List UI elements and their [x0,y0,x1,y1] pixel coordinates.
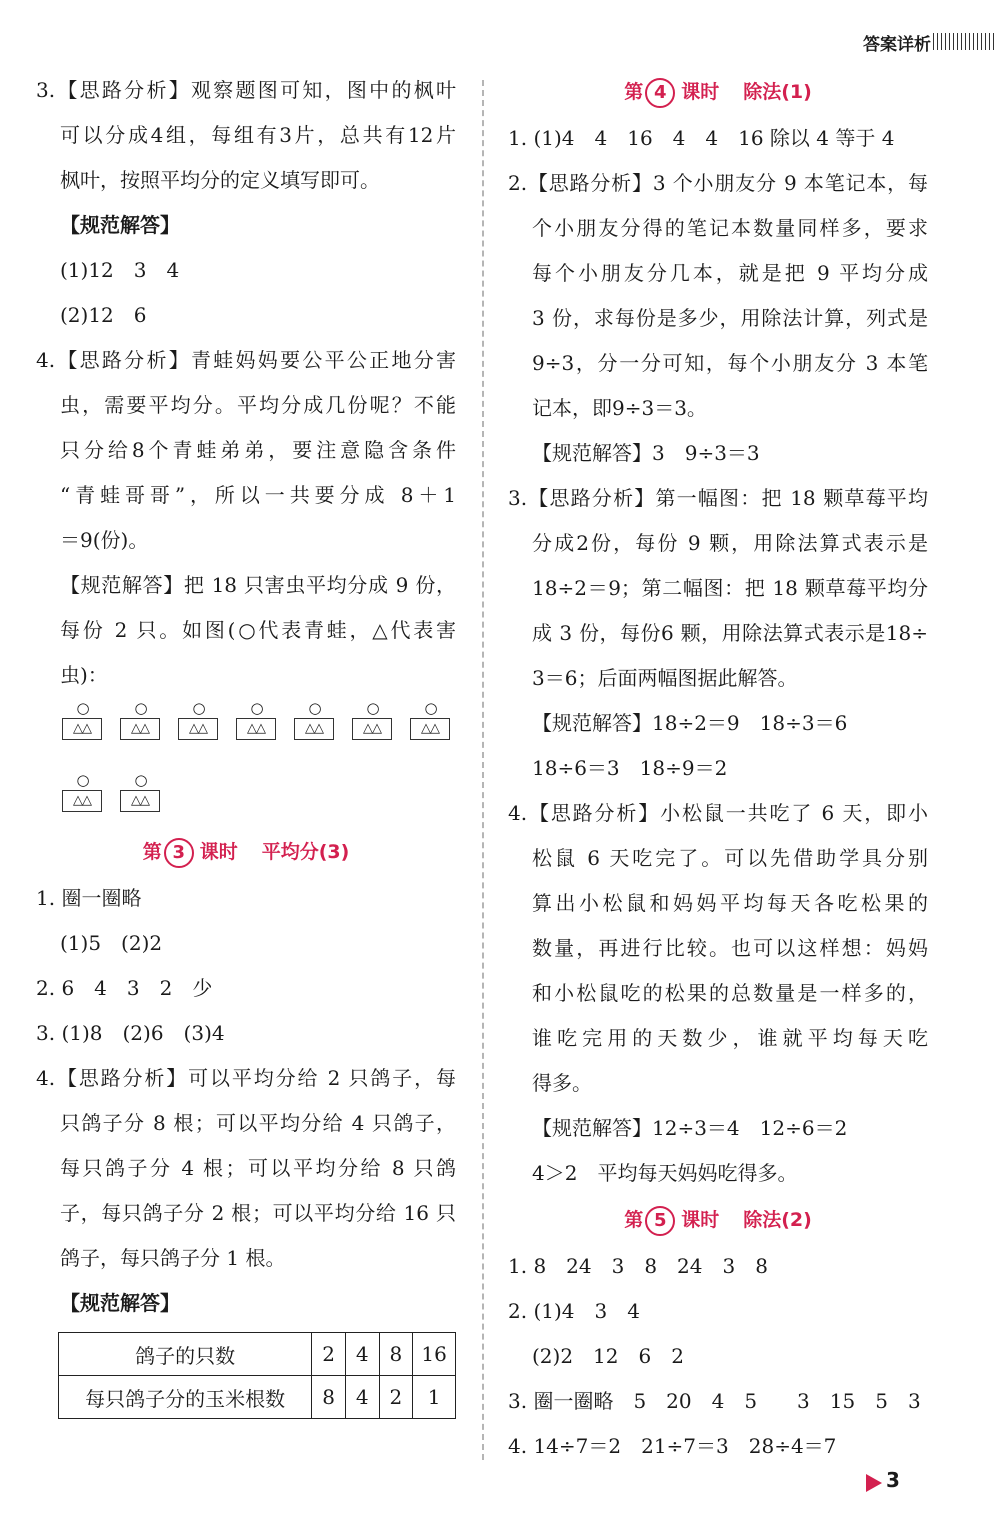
text-line: 18÷2＝9；第二幅图：把 18 颗草莓平均分 [532,576,928,600]
text-line: 分成2份，每份 9 颗，用除法算式表示是 [532,531,928,555]
text-line: 3.【思路分析】观察题图可知，图中的枫叶 [36,78,456,102]
page-arrow-icon [866,1474,882,1492]
table-cell: 2 [312,1333,346,1376]
table-cell: 16 [413,1333,456,1376]
section-prefix: 第 [624,1209,644,1231]
lesson-number-badge: 3 [164,838,194,868]
frog-worm-diagram [36,698,456,828]
frog-icon: ○ [366,699,380,717]
frog-group [62,770,104,812]
answer-line: 2. 6 4 3 2 少 [36,976,213,1000]
question-3-analysis [508,476,928,791]
table-row [59,1333,456,1376]
answer-line: 3. 圈一圈略 5 20 4 5 3 15 5 3 [508,1389,921,1413]
answer-line: 【规范解答】12÷3＝4 12÷6＝2 [532,1116,848,1140]
text-line: 9÷3，分一分可知，每个小朋友分 3 本笔 [532,351,928,375]
table-header-cell: 每只鸽子分的玉米根数 [59,1376,312,1419]
frog-group [410,698,452,740]
answer-line: 【规范解答】把 18 只害虫平均分成 9 份， [60,573,456,597]
text-line: 成 3 份，每份6 颗，用除法算式表示是18÷ [532,621,928,645]
text-line: 算出小松鼠和妈妈平均每天各吃松果的 [532,891,928,915]
frog-group [120,698,162,740]
worm-box: △△ [178,718,218,740]
answer-line: (2)12 6 [60,303,147,327]
text-line: 4.【思路分析】小松鼠一共吃了 6 天，即小 [508,801,928,825]
table-cell: 4 [345,1376,379,1419]
table-cell: 8 [379,1333,413,1376]
text-line: 松鼠 6 天吃完了。可以先借助学具分别 [532,846,928,870]
text-line: 记本，即9÷3＝3。 [532,396,707,420]
section-topic: 除法(2) [743,1209,812,1231]
answer-line: 1. 8 24 3 8 24 3 8 [508,1254,768,1278]
answer-line: 每份 2 只。如图(○代表青蛙，△代表害 [60,618,456,642]
answer-label: 【规范解答】 [60,213,180,237]
text-line: 只鸽子分 8 根；可以平均分给 4 只鸽子， [60,1111,456,1135]
text-line: 4.【思路分析】青蛙妈妈要公平公正地分害 [36,348,456,372]
answer-line: 3. (1)8 (2)6 (3)4 [36,1021,225,1045]
answer-line: 【规范解答】18÷2＝9 18÷3＝6 [532,711,848,735]
text-line: 只分给8个青蛙弟弟，要注意隐含条件 [60,438,456,462]
lesson-3-question-4 [36,1056,456,1326]
frog-group [236,698,278,740]
question-4-analysis [36,338,456,698]
question-4-analysis [508,791,928,1196]
answer-line: (1)12 3 4 [60,258,180,282]
worm-box: △△ [62,718,102,740]
lesson-number-badge: 4 [645,78,675,108]
text-line: 3＝6；后面两幅图据此解答。 [532,666,798,690]
section-title-lesson-5 [508,1196,928,1244]
worm-box: △△ [352,718,392,740]
answer-line: 18÷6＝3 18÷9＝2 [532,756,728,780]
frog-icon: ○ [76,699,90,717]
section-prefix: 第 [624,81,644,103]
text-line: 可以分成4组，每组有3片，总共有12片 [60,123,456,147]
frog-icon: ○ [134,699,148,717]
page-header [0,0,1001,60]
text-line: 和小松鼠吃的松果的总数量是一样多的， [532,981,928,1005]
frog-icon: ○ [76,771,90,789]
section-topic: 除法(1) [743,81,812,103]
worm-box: △△ [62,790,102,812]
right-column [508,68,928,1469]
lesson-number-badge: 5 [645,1206,675,1236]
answer-line: 4. 14÷7＝2 21÷7＝3 28÷4＝7 [508,1434,837,1458]
worm-box: △△ [294,718,334,740]
text-line: 3 份，求每份是多少，用除法计算，列式是 [532,306,928,330]
text-line: 3.【思路分析】第一幅图：把 18 颗草莓平均 [508,486,928,510]
section-lesson: 课时 [199,841,238,863]
answer-line: 4＞2 平均每天妈妈吃得多。 [532,1161,798,1185]
answer-line: 虫)： [60,663,108,687]
answer-line: (2)2 12 6 2 [532,1344,684,1368]
text-line: 鸽子，每只鸽子分 1 根。 [60,1246,286,1270]
table-cell: 2 [379,1376,413,1419]
text-line: 个小朋友分得的笔记本数量同样多，要求 [532,216,928,240]
answer-table [58,1332,456,1419]
frog-icon: ○ [192,699,206,717]
page-number: 3 [886,1468,900,1492]
frog-group [178,698,220,740]
text-line: 得多。 [532,1071,592,1095]
section-topic: 平均分(3) [261,841,350,863]
worm-box: △△ [410,718,450,740]
table-header-cell: 鸽子的只数 [59,1333,312,1376]
text-line: 虫，需要平均分。平均分成几份呢？不能 [60,393,456,417]
text-line: 每个小朋友分几本，就是把 9 平均分成 [532,261,928,285]
text-line: 每只鸽子分 4 根；可以平均分给 8 只鸽 [60,1156,456,1180]
answer-line: 2. (1)4 3 4 [508,1299,640,1323]
frog-group [120,770,162,812]
answer-label: 【规范解答】 [60,1291,180,1315]
text-line: ＝9(份)。 [60,528,149,552]
table-cell: 8 [312,1376,346,1419]
frog-icon: ○ [424,699,438,717]
column-divider [482,80,484,1460]
frog-group [352,698,394,740]
worm-box: △△ [120,790,160,812]
text-line: 枫叶，按照平均分的定义填写即可。 [60,168,380,192]
frog-icon: ○ [250,699,264,717]
header-title: 答案详析 [863,35,931,55]
section-lesson: 课时 [681,1209,720,1231]
frog-icon: ○ [134,771,148,789]
text-line: “青蛙哥哥”，所以一共要分成 8＋1 [60,483,456,507]
text-line: 4.【思路分析】可以平均分给 2 只鸽子，每 [36,1066,456,1090]
frog-icon: ○ [308,699,322,717]
answer-line: 1. (1)4 4 16 4 4 16 除以 4 等于 4 [508,126,895,150]
question-2-analysis [508,161,928,476]
table-row [59,1376,456,1419]
worm-box: △△ [236,718,276,740]
text-line: 数量，再进行比较。也可以这样想：妈妈 [532,936,928,960]
answer-line: (1)5 (2)2 [60,931,163,955]
left-column [36,68,456,1419]
question-3-analysis [36,68,456,338]
table-cell: 1 [413,1376,456,1419]
frog-group [294,698,336,740]
text-line: 谁吃完用的天数少，谁就平均每天吃 [532,1026,928,1050]
text-line: 子，每只鸽子分 2 根；可以平均分给 16 只 [60,1201,456,1225]
section-prefix: 第 [142,841,162,863]
frog-group [62,698,104,740]
answer-line: 1. 圈一圈略 [36,886,142,910]
section-title-lesson-3 [36,828,456,876]
barcode-decoration [933,33,997,50]
text-line: 2.【思路分析】3 个小朋友分 9 本笔记本，每 [508,171,928,195]
worm-box: △△ [120,718,160,740]
answer-line: 【规范解答】3 9÷3＝3 [532,441,760,465]
section-lesson: 课时 [681,81,720,103]
table-cell: 4 [345,1333,379,1376]
section-title-lesson-4 [508,68,928,116]
